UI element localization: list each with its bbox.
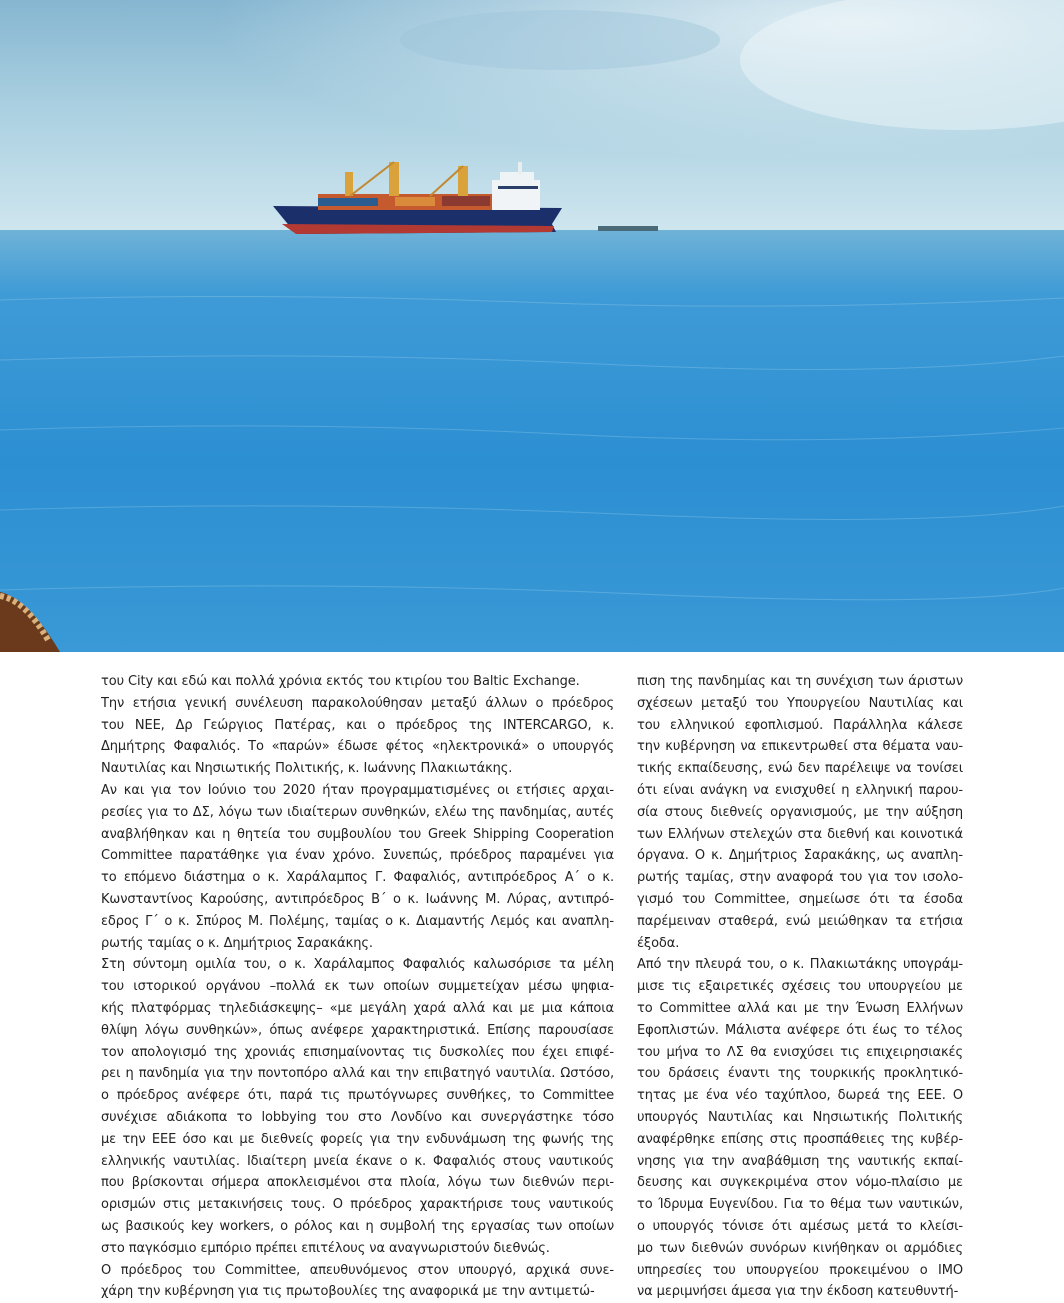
text-line: του ιστορικού οργάνου –πολλά εκ των οποίων συμμετείχαν μέσω ψηφια- <box>101 979 614 995</box>
text-line: του City και εδώ και πολλά χρόνια εκτός του κτιρίου του Baltic Exchange. <box>101 674 580 689</box>
text-line: υπουργός Ναυτιλίας και Νησιωτικής Πολιτικής <box>637 1109 963 1125</box>
text-line: το Ίδρυμα Ευγενίδου. Για το θέμα των ναυτικών, <box>637 1197 963 1213</box>
text-line: να μεριμνήσει άμεσα για την έκδοση κατευθυντή- <box>637 1284 959 1300</box>
text-line: γισμό του Committee, σημείωσε ότι τα έσοδα <box>637 891 963 907</box>
text-line: του μήνα το ΛΣ θα ενισχύσει τις επιχειρησιακές <box>637 1044 963 1060</box>
text-line: Κωνσταντίνος Καρούσης, αντιπρόεδρος Β΄ ο κ. Ιωάννης Μ. Λύρας, αντιπρό- <box>101 891 614 907</box>
text-line: Committee παρατάθηκε για έναν χρόνο. Συνεπώς, πρόεδρος παραμένει για <box>101 848 614 864</box>
sea <box>0 230 1064 652</box>
text-line: σχέσεων μεταξύ του Υπουργείου Ναυτιλίας και <box>637 695 963 711</box>
text-line: ρει η πανδημία για την ποντοπόρο αλλά και την επιβατηγό ναυτιλία. Ωστόσο, <box>101 1066 614 1082</box>
text-line: Ναυτιλίας και Νησιωτικής Πολιτικής, κ. Ιωάννης Πλακιωτάκης. <box>101 761 513 777</box>
text-line: τον απολογισμό της χρονιάς επισημαίνοντας τις δυσκολίες που έχει επιφέ- <box>101 1044 614 1060</box>
text-line: ο πρόεδρος ανέφερε ότι, παρά τις πρωτόγνωρες συνθήκες, το Committee <box>101 1088 614 1104</box>
text-line: αναβλήθηκαν και η θητεία του συμβουλίου του Greek Shipping Cooperation <box>101 826 614 842</box>
text-line: Εφοπλιστών. Μάλιστα ανέφερε ότι έως το τέλος <box>637 1022 963 1038</box>
text-line: στο παγκόσμιο εμπόριο πρέπει επιτέλους να αναγνωριστούν διεθνώς. <box>101 1240 550 1256</box>
text-line: Ο πρόεδρος του Committee, απευθυνόμενος στον υπουργό, αρχικά συνε- <box>101 1262 614 1278</box>
text-line: παρέμειναν σταθερά, ενώ μειώθηκαν τα ετήσια <box>637 913 963 929</box>
text-line: μο των διεθνών συνόρων κινήθηκαν οι αρμόδιες <box>637 1240 963 1256</box>
text-line: Από την πλευρά του, ο κ. Πλακιωτάκης υπογράμ- <box>637 957 963 973</box>
text-line: Στη σύντομη ομιλία του, ο κ. Χαράλαμπος Φαφαλιός καλωσόρισε τα μέλη <box>101 957 614 973</box>
text-line: του ελληνικού εφοπλισμού. Παράλληλα κάλεσε <box>637 717 963 733</box>
text-line: χάρη την κυβέρνηση για τις πρωτοβουλίες της αναφορικά με την αντιμετώ- <box>101 1284 595 1300</box>
text-line: Δημήτρης Φαφαλιός. Το «παρών» έδωσε φέτος «ηλεκτρονικά» ο υπουργός <box>101 739 614 755</box>
text-line: τικής εκπαίδευσης, ενώ δεν παρέλειψε να τονίσει <box>637 761 963 777</box>
text-line: ελληνικής ναυτιλίας. Ιδιαίτερη μνεία έκανε ο κ. Φαφαλιός στους ναυτικούς <box>101 1153 614 1169</box>
text-line: ως βασικούς key workers, ο ρόλος και η συμβολή της εργασίας των οποίων <box>101 1218 614 1234</box>
text-line: με την ΕΕΕ όσο και με διεθνείς φορείς για την ενδυνάμωση της φωνής της <box>101 1131 614 1147</box>
left-text-column <box>101 671 614 1303</box>
text-line: σία στους διεθνείς οργανισμούς, με την αύξηση <box>637 804 963 820</box>
text-line: την κυβέρνηση να επικεντρωθεί στα θέματα ναυ- <box>637 739 963 755</box>
text-line: το Committee αλλά και με την Ένωση Ελλήνων <box>637 1000 963 1016</box>
text-line: ότι είναι ανάγκη να ενισχυθεί η ελληνική παρου- <box>637 782 963 798</box>
text-line: έξοδα. <box>637 935 680 951</box>
text-line: υπηρεσίες του υπουργείου προκειμένου ο ΙΜΟ <box>637 1262 963 1278</box>
text-line: των Ελλήνων στελεχών στα διεθνή και κοινοτικά <box>637 826 963 842</box>
text-line: που βρίσκονται σήμερα αποκλεισμένοι στα πλοία, λόγω των διεθνών περι- <box>101 1175 614 1191</box>
text-line: κής πλατφόρμας τηλεδιάσκεψης– «με μεγάλη χαρά αλλά και με μια κάποια <box>101 1000 614 1016</box>
text-line: συνέχισε αδιάκοπα το lobbying του στο Λονδίνο και συνεργάστηκε τόσο <box>101 1109 614 1125</box>
text-line: Αν και για τον Ιούνιο του 2020 ήταν προγραμματισμένες οι ετήσιες αρχαι- <box>101 782 614 798</box>
text-line: νησης για την αναβάθμιση της ναυτικής εκπαί- <box>637 1153 963 1169</box>
text-line: το επόμενο διάστημα ο κ. Χαράλαμπος Γ. Φαφαλιός, αντιπρόεδρος Α΄ ο κ. <box>101 870 614 886</box>
text-line: πιση της πανδημίας και τη συνέχιση των άριστων <box>637 674 963 689</box>
text-line: αναφέρθηκε επίσης στις προσπάθειες της κυβέρ- <box>637 1131 963 1147</box>
text-line: ρωτής ταμίας, στην αναφορά του για τον ισολο- <box>637 870 963 886</box>
text-line: του δράσεις έναντι της τουρκικής προκλητικό- <box>637 1066 963 1082</box>
text-line: του ΝΕΕ, Δρ Γεώργιος Πατέρας, και ο πρόεδρος της INTERCARGO, κ. <box>101 717 614 733</box>
text-line: ρεσίες για το ΔΣ, λόγω των ιδιαίτερων συνθηκών, ελέω της πανδημίας, αυτές <box>101 804 614 820</box>
text-line: ρωτής ταμίας ο κ. Δημήτριος Σαρακάκης. <box>101 935 373 951</box>
text-line: δευσης και συγκεκριμένα στον νόμο-πλαίσιο με <box>637 1175 963 1191</box>
right-text-column <box>637 671 963 1303</box>
text-line: θλίψη λόγω συνθηκών», όπως ανέφερε χαρακτηριστικά. Επίσης παρουσίασε <box>101 1022 614 1038</box>
text-line: μισε τις εξαιρετικές σχέσεις του υπουργείου με <box>637 979 963 995</box>
text-line: τητας με ένα νέο ταχύπλοο, δωρεά της ΕΕΕ. Ο <box>637 1088 963 1104</box>
text-line: Την ετήσια γενική συνέλευση παρακολούθησαν μεταξύ άλλων ο πρόεδρος <box>101 695 614 711</box>
distant-vessel <box>598 226 658 231</box>
text-line: όργανα. Ο κ. Δημήτριος Σαρακάκης, ως αναπλη- <box>637 848 963 864</box>
text-line: ο υπουργός τόνισε ότι αμέσως μετά το κλείσι- <box>637 1218 963 1234</box>
text-line: ορισμών στις μετακινήσεις τους. Ο πρόεδρος χαρακτήρισε τους ναυτικούς <box>101 1197 614 1213</box>
text-line: εδρος Γ΄ ο κ. Σπύρος Μ. Πολέμης, ταμίας ο κ. Διαμαντής Λεμός και αναπλη- <box>101 913 614 929</box>
